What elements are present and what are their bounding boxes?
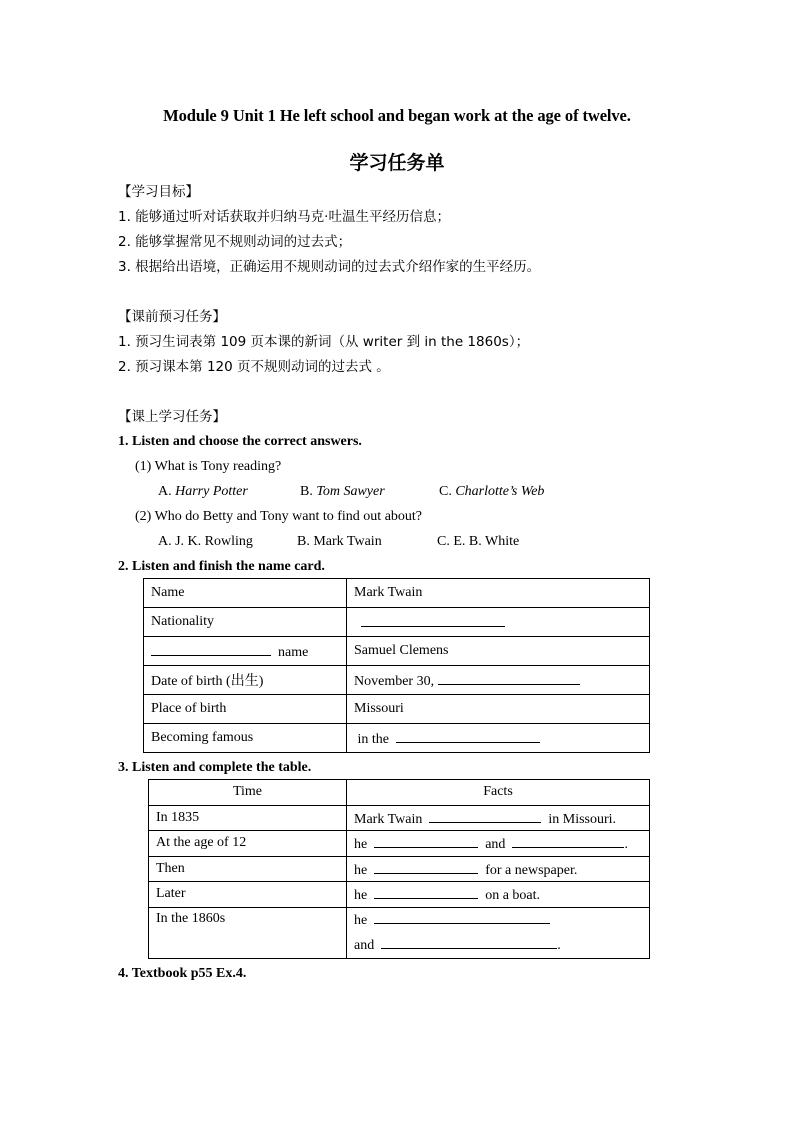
- objective-item: 3. 根据给出语境，正确运用不规则动词的过去式介绍作家的生平经历。: [118, 259, 541, 275]
- task2-title: 2. Listen and finish the name card.: [118, 559, 325, 574]
- table-cell-value: Samuel Clemens: [347, 637, 650, 666]
- option-b[interactable]: B. Mark Twain: [297, 534, 382, 549]
- table-row: [149, 831, 650, 857]
- table-cell-time: Later: [149, 882, 347, 908]
- table-cell-facts: he on a boat.: [347, 882, 650, 908]
- table-cell-value: Missouri: [347, 695, 650, 724]
- option-a[interactable]: A. Harry Potter: [158, 484, 248, 499]
- task4-title: 4. Textbook p55 Ex.4.: [118, 966, 247, 981]
- table-cell-facts: he and .: [347, 907, 650, 958]
- answer-blank[interactable]: [429, 808, 541, 823]
- table-header-row: [149, 780, 650, 806]
- table-cell-value: in the: [347, 724, 650, 753]
- answer-blank[interactable]: [438, 670, 580, 685]
- answer-blank[interactable]: [374, 859, 478, 874]
- name-card-table: [143, 578, 650, 753]
- question-1-options: [158, 482, 544, 502]
- table-row: [144, 695, 650, 724]
- answer-blank[interactable]: [381, 934, 557, 949]
- answer-blank[interactable]: [361, 612, 505, 627]
- table-row: [144, 637, 650, 666]
- table-cell-value: November 30,: [347, 666, 650, 695]
- table-row: [149, 882, 650, 908]
- objective-item: 2. 能够掌握常见不规则动词的过去式；: [118, 234, 352, 250]
- answer-blank[interactable]: [374, 909, 550, 924]
- table-row: [149, 907, 650, 958]
- table-cell-label: Date of birth (出生): [144, 666, 347, 695]
- table-cell-time: In the 1860s: [149, 907, 347, 958]
- page-title: Module 9 Unit 1 He left school and began work at the age of twelve.: [163, 106, 631, 125]
- table-cell-label: Nationality: [144, 608, 347, 637]
- option-a[interactable]: A. J. K. Rowling: [158, 534, 253, 549]
- table-cell-facts: he for a newspaper.: [347, 856, 650, 882]
- task3-title: 3. Listen and complete the table.: [118, 760, 312, 775]
- answer-blank[interactable]: [512, 833, 624, 848]
- answer-blank[interactable]: [374, 833, 478, 848]
- table-row: [149, 805, 650, 831]
- preview-item: 2. 预习课本第 120 页不规则动词的过去式 。: [118, 359, 390, 375]
- answer-blank[interactable]: [396, 728, 540, 743]
- facts-table: [148, 779, 650, 959]
- table-row: [144, 724, 650, 753]
- table-cell-facts: Mark Twain in Missouri.: [347, 805, 650, 831]
- table-cell-value: Mark Twain: [347, 579, 650, 608]
- answer-blank[interactable]: [151, 641, 271, 656]
- table-cell-label: name: [144, 637, 347, 666]
- question-2: (2) Who do Betty and Tony want to find out about?: [135, 509, 423, 524]
- option-c[interactable]: C. Charlotte’s Web: [439, 484, 545, 499]
- question-2-options: [158, 532, 519, 552]
- question-1: (1) What is Tony reading?: [135, 459, 282, 474]
- page-subtitle: 学习任务单: [349, 152, 445, 174]
- table-cell-time: Then: [149, 856, 347, 882]
- preview-heading: 【课前预习任务】: [118, 309, 226, 325]
- table-cell-label: Name: [144, 579, 347, 608]
- preview-item: 1. 预习生词表第 109 页本课的新词（从 writer 到 in the 1860s）；: [118, 334, 530, 350]
- answer-blank[interactable]: [374, 884, 478, 899]
- objectives-heading: 【学习目标】: [118, 184, 199, 200]
- table-row: [149, 856, 650, 882]
- table-row: [144, 579, 650, 608]
- table-cell-time: At the age of 12: [149, 831, 347, 857]
- column-header-time: Time: [149, 780, 347, 806]
- class-tasks-heading: 【课上学习任务】: [118, 409, 226, 425]
- table-cell-label: Place of birth: [144, 695, 347, 724]
- column-header-facts: Facts: [347, 780, 650, 806]
- table-cell-time: In 1835: [149, 805, 347, 831]
- option-c[interactable]: C. E. B. White: [437, 534, 520, 549]
- table-row: [144, 666, 650, 695]
- table-row: [144, 608, 650, 637]
- task1-title: 1. Listen and choose the correct answers.: [118, 434, 362, 449]
- option-b[interactable]: B. Tom Sawyer: [300, 484, 385, 499]
- table-cell-label: Becoming famous: [144, 724, 347, 753]
- table-cell-facts: he and .: [347, 831, 650, 857]
- table-cell-value: [347, 608, 650, 637]
- objective-item: 1. 能够通过听对话获取并归纳马克·吐温生平经历信息；: [118, 209, 450, 225]
